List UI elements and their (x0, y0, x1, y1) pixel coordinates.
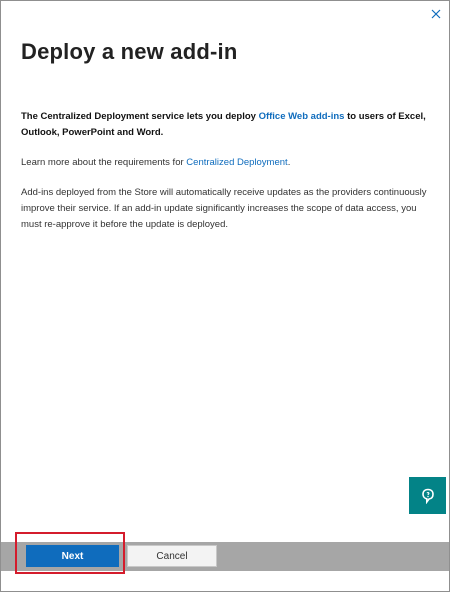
cancel-button[interactable]: Cancel (127, 545, 217, 567)
updates-text: Add-ins deployed from the Store will automatically receive updates as the providers continuously improve their service. If an add-in update significantly increases the scope of data access, you must re-approve it before the update is deployed. (21, 187, 427, 230)
centralized-deployment-link[interactable]: Centralized Deployment (186, 157, 288, 168)
panel-content (21, 109, 431, 247)
learn-more-text: Learn more about the requirements for Centralized Deployment. (21, 157, 291, 168)
next-button[interactable]: Next (26, 545, 119, 567)
close-button[interactable] (429, 7, 443, 21)
help-button[interactable] (409, 477, 446, 514)
help-chat-icon (421, 488, 435, 504)
page-title: Deploy a new add-in (21, 39, 238, 64)
intro-text: The Centralized Deployment service lets you deploy Office Web add-ins to users of Excel, Outlook, PowerPoint and Word. (21, 111, 426, 138)
office-web-addins-link[interactable]: Office Web add-ins (258, 111, 345, 122)
close-icon (429, 7, 443, 21)
